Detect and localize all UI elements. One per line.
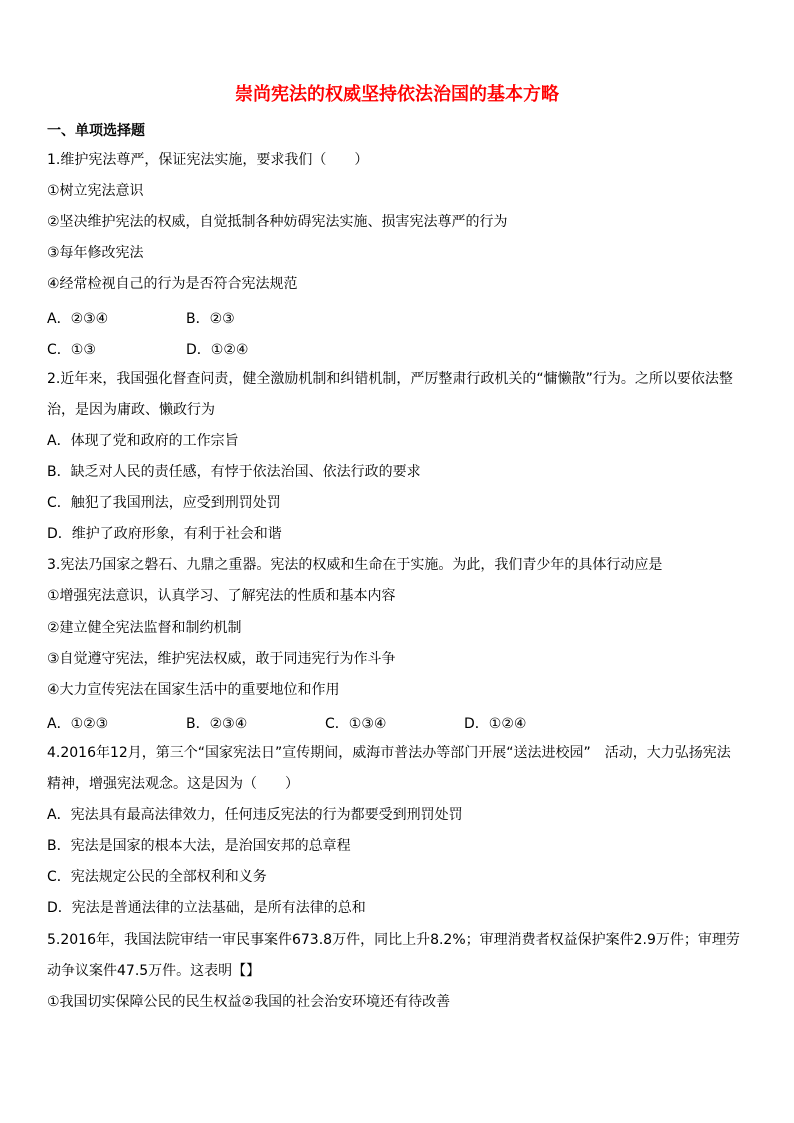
q1-item-4: ④经常检视自己的行为是否符合宪法规范 — [47, 276, 298, 292]
q3-item-2: ②建立健全宪法监督和制约机制 — [47, 620, 242, 636]
q2-stem-line-1: 2.近年来，我国强化督查问责，健全激励机制和纠错机制，严厉整肃行政机关的“慵懒散”行为。之所以要依法整 — [47, 371, 733, 387]
q3-item-3: ③自觉遵守宪法，维护宪法权威，敢于同违宪行为作斗争 — [47, 651, 396, 667]
q4-option-a: A．宪法具有最高法律效力，任何违反宪法的行为都要受到刑罚处罚 — [47, 807, 463, 823]
q3-option-b: B．②③④ — [186, 716, 248, 732]
section-heading: 一、单项选择题 — [47, 123, 145, 139]
q5-stem-line-1: 5.2016年，我国法院审结一审民事案件673.8万件，同比上升8.2%；审理消费者权益保护案件2.9万件；审理劳 — [47, 932, 740, 948]
q4-stem-line-1: 4.2016年12月，第三个“国家宪法日”宣传期间，威海市普法办等部门开展“送法进校园” 活动，大力弘扬宪法 — [47, 745, 731, 761]
q5-item-1: ①我国切实保障公民的民生权益②我国的社会治安环境还有待改善 — [47, 994, 451, 1010]
q2-option-c: C．触犯了我国刑法，应受到刑罚处罚 — [47, 495, 281, 511]
document-title: 崇尚宪法的权威坚持依法治国的基本方略 — [235, 84, 559, 105]
q4-stem-line-2: 精神，增强宪法观念。这是因为（ ） — [47, 776, 299, 792]
q1-option-d: D．①②④ — [186, 342, 249, 358]
q1-stem: 1.维护宪法尊严，保证宪法实施，要求我们（ ） — [47, 152, 369, 168]
q5-stem-line-2: 动争议案件47.5万件。这表明【】 — [47, 963, 261, 979]
q1-option-b: B．②③ — [186, 311, 235, 327]
q2-stem-line-2: 治，是因为庸政、懒政行为 — [47, 402, 215, 418]
q1-option-c: C．①③ — [47, 342, 96, 358]
q3-item-1: ①增强宪法意识，认真学习、了解宪法的性质和基本内容 — [47, 588, 396, 604]
q2-option-d: D．维护了政府形象，有利于社会和谐 — [47, 526, 282, 542]
q1-option-a: A．②③④ — [47, 311, 109, 327]
q1-item-2: ②坚决维护宪法的权威，自觉抵制各种妨碍宪法实施、损害宪法尊严的行为 — [47, 214, 508, 230]
q4-option-c: C．宪法规定公民的全部权利和义务 — [47, 869, 267, 885]
q1-item-3: ③每年修改宪法 — [47, 245, 144, 261]
q3-option-d: D．①②④ — [464, 716, 527, 732]
q2-option-b: B．缺乏对人民的责任感，有悖于依法治国、依法行政的要求 — [47, 464, 421, 480]
q3-stem: 3.宪法乃国家之磐石、九鼎之重器。宪法的权威和生命在于实施。为此，我们青少年的具体行动应是 — [47, 557, 663, 573]
q3-option-a: A．①②③ — [47, 716, 109, 732]
q3-option-c: C．①③④ — [325, 716, 387, 732]
q1-item-1: ①树立宪法意识 — [47, 183, 144, 199]
q3-item-4: ④大力宣传宪法在国家生活中的重要地位和作用 — [47, 682, 340, 698]
q4-option-b: B．宪法是国家的根本大法，是治国安邦的总章程 — [47, 838, 351, 854]
q2-option-a: A．体现了党和政府的工作宗旨 — [47, 433, 239, 449]
q4-option-d: D．宪法是普通法律的立法基础，是所有法律的总和 — [47, 900, 366, 916]
